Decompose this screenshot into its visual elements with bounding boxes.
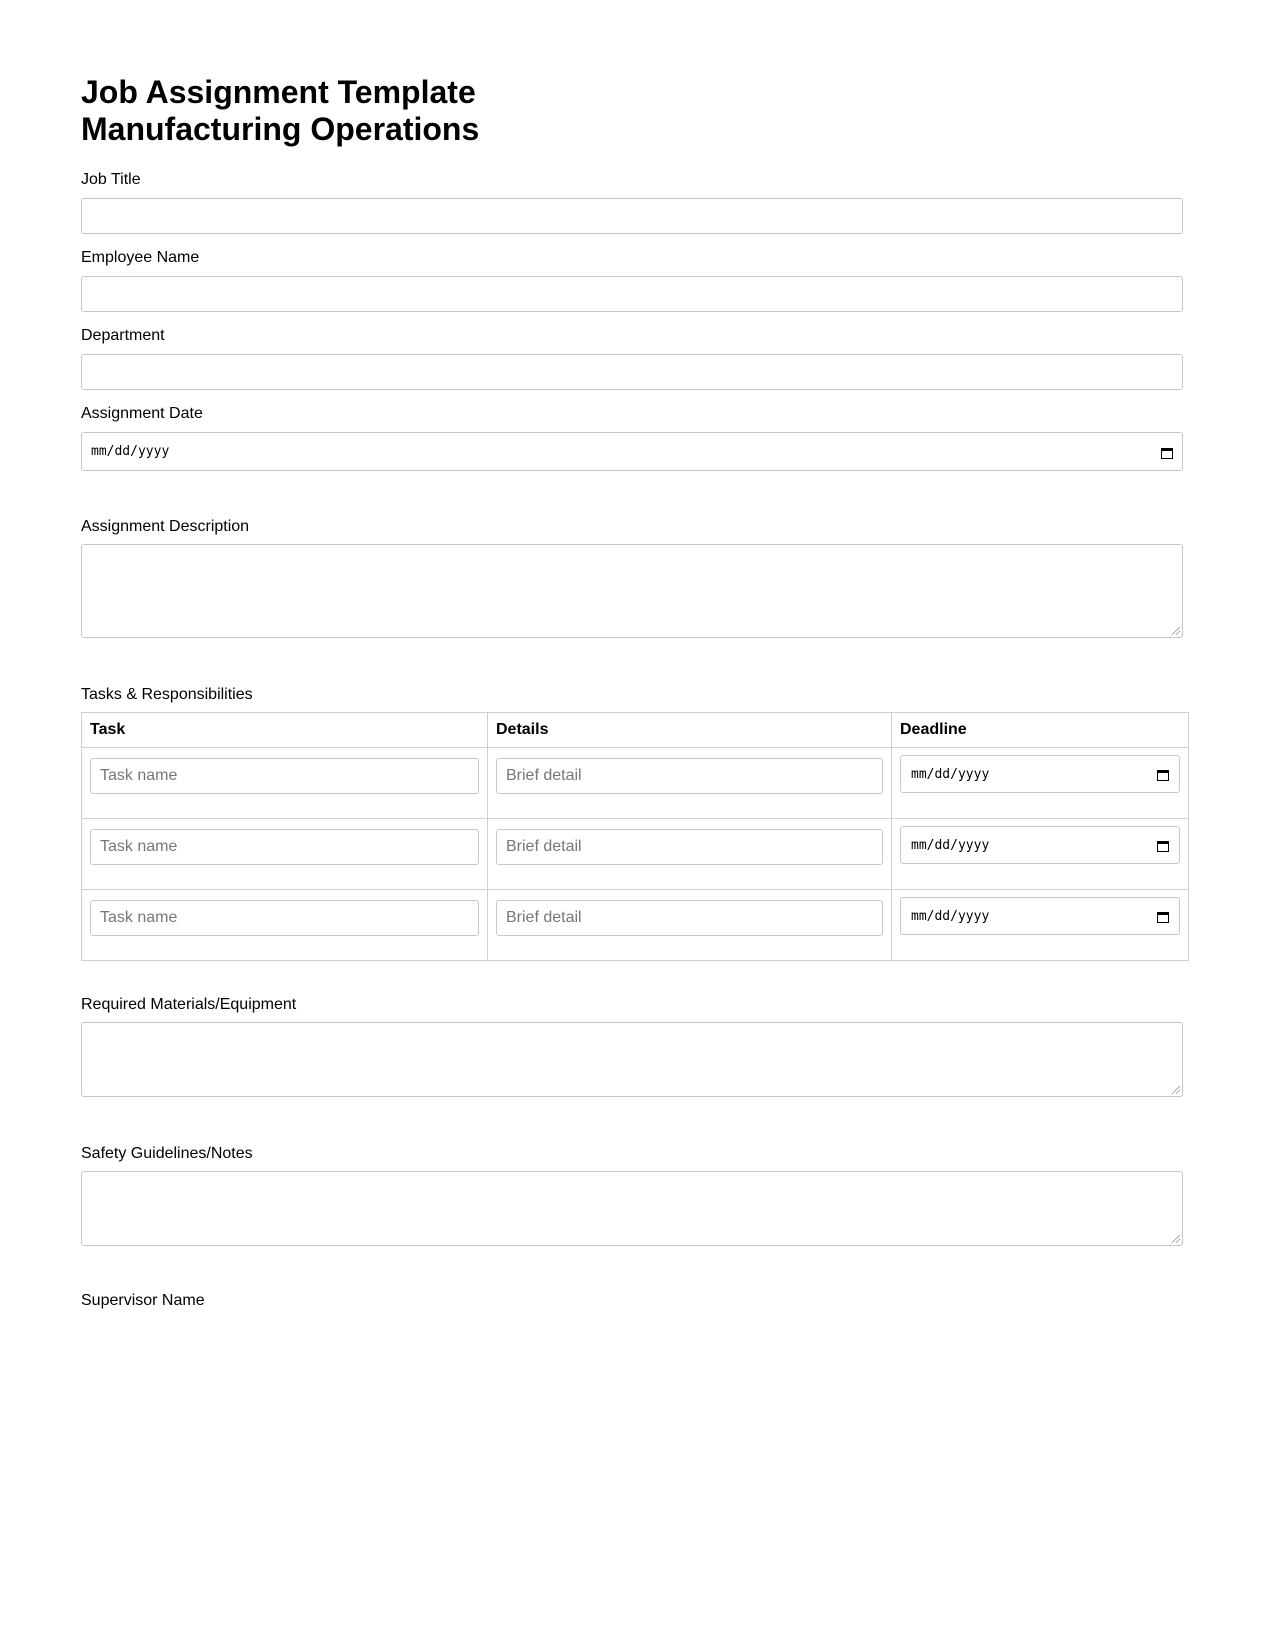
- job-title-input[interactable]: [81, 198, 1183, 234]
- safety-label: Safety Guidelines/Notes: [81, 1145, 253, 1162]
- employee-name-input[interactable]: [81, 276, 1183, 312]
- table-row: [82, 819, 1189, 890]
- column-header-deadline: Deadline: [892, 713, 1189, 748]
- title-line-1: Job Assignment Template: [81, 74, 476, 110]
- department-input[interactable]: [81, 354, 1183, 390]
- calendar-icon[interactable]: [1157, 910, 1169, 922]
- task-name-input[interactable]: Task name: [90, 900, 479, 936]
- materials-textarea[interactable]: [81, 1022, 1183, 1097]
- employee-name-label: Employee Name: [81, 249, 200, 266]
- tasks-table: [81, 712, 1189, 961]
- task-detail-input[interactable]: Brief detail: [496, 829, 883, 865]
- date-placeholder: mm/dd/yyyy: [911, 837, 990, 853]
- job-title-label: Job Title: [81, 171, 141, 188]
- resize-grip-icon[interactable]: [1172, 1086, 1180, 1094]
- calendar-icon[interactable]: [1161, 446, 1173, 458]
- page-title: [81, 74, 479, 148]
- tasks-label: Tasks & Responsibilities: [81, 686, 253, 703]
- task-deadline-input[interactable]: [900, 755, 1180, 793]
- date-placeholder: mm/dd/yyyy: [911, 766, 990, 782]
- date-placeholder: mm/dd/yyyy: [911, 908, 990, 924]
- resize-grip-icon[interactable]: [1172, 627, 1180, 635]
- table-row: [82, 748, 1189, 819]
- supervisor-label-clipped: [81, 1292, 481, 1309]
- table-header-row: [82, 713, 1189, 748]
- task-detail-input[interactable]: Brief detail: [496, 900, 883, 936]
- calendar-icon[interactable]: [1157, 768, 1169, 780]
- task-deadline-input[interactable]: [900, 897, 1180, 935]
- task-detail-input[interactable]: Brief detail: [496, 758, 883, 794]
- calendar-icon[interactable]: [1157, 839, 1169, 851]
- resize-grip-icon[interactable]: [1172, 1235, 1180, 1243]
- department-label: Department: [81, 327, 165, 344]
- title-line-2: Manufacturing Operations: [81, 111, 480, 147]
- assignment-date-label: Assignment Date: [81, 405, 203, 422]
- column-header-details: Details: [488, 713, 892, 748]
- task-name-input[interactable]: Task name: [90, 758, 479, 794]
- assignment-description-textarea[interactable]: [81, 544, 1183, 638]
- task-name-input[interactable]: Task name: [90, 829, 479, 865]
- materials-label: Required Materials/Equipment: [81, 996, 297, 1013]
- assignment-date-input[interactable]: [81, 432, 1183, 471]
- task-deadline-input[interactable]: [900, 826, 1180, 864]
- table-row: [82, 890, 1189, 961]
- date-placeholder: mm/dd/yyyy: [91, 444, 170, 459]
- column-header-task: Task: [82, 713, 488, 748]
- safety-textarea[interactable]: [81, 1171, 1183, 1246]
- supervisor-label: Supervisor Name: [81, 1292, 205, 1309]
- assignment-description-label: Assignment Description: [81, 518, 250, 535]
